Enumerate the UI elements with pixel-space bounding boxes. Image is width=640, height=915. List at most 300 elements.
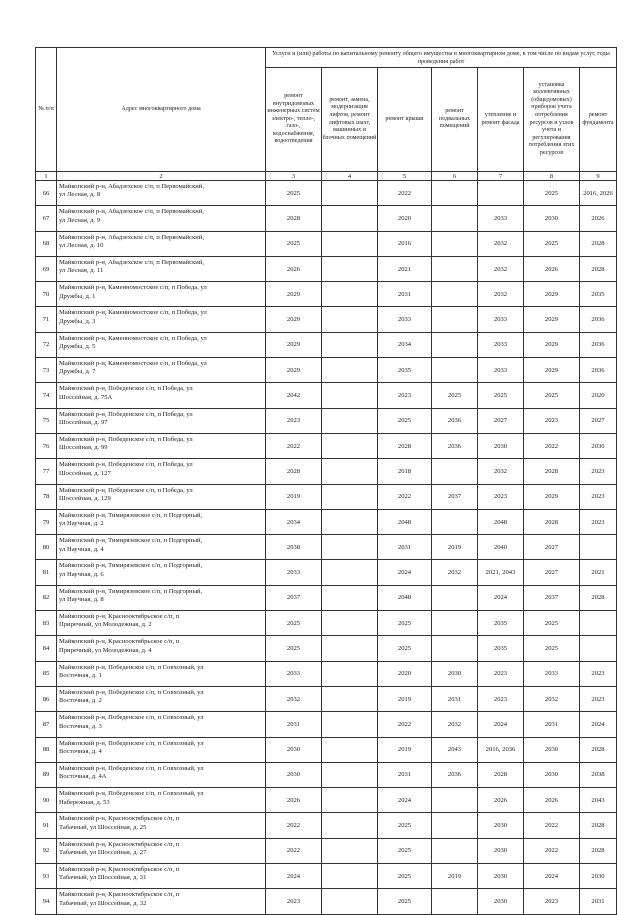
table-row — [36, 788, 617, 813]
address-cell — [57, 762, 266, 787]
row-number: 73 — [36, 358, 57, 383]
address-line: Майкопский р-н, Каменномостское с/п, п Победа, ул — [59, 360, 207, 368]
row-number: 66 — [36, 181, 57, 206]
col-header-number: № п/п — [36, 48, 57, 172]
year-cell: 2029 — [266, 282, 322, 307]
table-row — [36, 737, 617, 762]
row-number: 86 — [36, 686, 57, 711]
address-line: Майкопский р-н, Абадзехское с/п, п Первомайский, — [59, 208, 205, 216]
col-header-basement: ремонт подвальных помещений — [432, 68, 478, 172]
year-cell — [432, 181, 478, 206]
year-cell: 2023 — [478, 484, 524, 509]
year-cell: 2025 — [266, 181, 322, 206]
address-line: Майкопский р-н, Краснооктябрьское с/п, п — [59, 613, 180, 621]
row-number: 67 — [36, 206, 57, 231]
year-cell — [432, 813, 478, 838]
address-line: Восточная, д. 2 — [59, 697, 102, 705]
address-cell — [57, 282, 266, 307]
year-cell: 2022 — [524, 813, 580, 838]
year-cell — [322, 383, 378, 408]
year-cell — [322, 206, 378, 231]
address-cell — [57, 535, 266, 560]
year-cell: 2024 — [378, 560, 432, 585]
year-cell: 2025 — [478, 383, 524, 408]
address-line: Шоссейная, д. 75А — [59, 393, 113, 401]
row-number: 76 — [36, 433, 57, 458]
year-cell: 2033 — [266, 560, 322, 585]
year-cell: 2036 — [580, 358, 617, 383]
year-cell — [322, 332, 378, 357]
row-number: 74 — [36, 383, 57, 408]
row-number: 77 — [36, 459, 57, 484]
row-number: 89 — [36, 762, 57, 787]
address-cell — [57, 864, 266, 889]
address-cell — [57, 231, 266, 256]
address-line: Майкопский р-н, Победенское с/п, п Победа, ул — [59, 461, 193, 469]
year-cell: 2025 — [266, 636, 322, 661]
address-line: Набережная, д. 53 — [59, 798, 110, 806]
row-number: 81 — [36, 560, 57, 585]
address-cell — [57, 181, 266, 206]
year-cell: 2029 — [266, 307, 322, 332]
year-cell: 2030 — [478, 813, 524, 838]
address-line: Майкопский р-н, Краснооктябрьское с/п, п — [59, 638, 180, 646]
year-cell — [432, 332, 478, 357]
year-cell: 2028 — [580, 231, 617, 256]
year-cell: 2023 — [580, 661, 617, 686]
row-number: 75 — [36, 408, 57, 433]
year-cell — [322, 181, 378, 206]
row-number: 70 — [36, 282, 57, 307]
table-header — [36, 48, 617, 181]
address-cell — [57, 206, 266, 231]
year-cell: 2018 — [378, 459, 432, 484]
year-cell — [322, 788, 378, 813]
year-cell: 2029 — [524, 484, 580, 509]
address-line: Майкопский р-н, Каменномостское с/п, п Победа, ул — [59, 284, 207, 292]
address-cell — [57, 661, 266, 686]
year-cell: 2025 — [524, 611, 580, 636]
address-cell — [57, 889, 266, 914]
year-cell: 2030 — [524, 762, 580, 787]
row-number: 72 — [36, 332, 57, 357]
table-body — [36, 181, 617, 915]
year-cell — [322, 535, 378, 560]
address-line: Восточная, д. 4А — [59, 773, 107, 781]
address-line: Майкопский р-н, Каменномостское с/п, п Победа, ул — [59, 334, 207, 342]
year-cell: 2022 — [266, 838, 322, 863]
year-cell: 2028 — [580, 737, 617, 762]
year-cell: 2023 — [580, 484, 617, 509]
address-cell — [57, 838, 266, 863]
year-cell: 2025 — [524, 636, 580, 661]
year-cell: 2022 — [266, 813, 322, 838]
year-cell: 2026 — [580, 206, 617, 231]
year-cell: 2033 — [478, 358, 524, 383]
col-header-elevators: ремонт, замена, модернизация лифтов, ремонт лифтовых шахт, машинных и блочных помещений — [322, 68, 378, 172]
year-cell — [478, 181, 524, 206]
year-cell: 2030 — [478, 864, 524, 889]
year-cell: 2030 — [478, 433, 524, 458]
year-cell: 2027 — [580, 408, 617, 433]
year-cell: 2028 — [580, 838, 617, 863]
address-cell — [57, 611, 266, 636]
address-line: Майкопский р-н, Абадзехское с/п, п Первомайский, — [59, 233, 205, 241]
year-cell: 2021 — [580, 560, 617, 585]
year-cell: 2019 — [378, 686, 432, 711]
year-cell: 2035 — [478, 636, 524, 661]
year-cell: 2036 — [432, 433, 478, 458]
year-cell: 2038 — [580, 762, 617, 787]
year-cell — [322, 509, 378, 534]
year-cell: 2030 — [478, 838, 524, 863]
year-cell: 2019 — [266, 484, 322, 509]
year-cell — [322, 256, 378, 281]
year-cell — [322, 636, 378, 661]
year-cell: 2025 — [266, 231, 322, 256]
year-cell: 2028 — [580, 813, 617, 838]
address-line: Приречный, ул Молодежная, д. 4 — [59, 646, 152, 654]
row-number: 68 — [36, 231, 57, 256]
address-line: Майкопский р-н, Победенское с/п, п Совхозный, ул — [59, 764, 204, 772]
row-number: 78 — [36, 484, 57, 509]
year-cell: 2026 — [524, 256, 580, 281]
year-cell: 2031 — [378, 762, 432, 787]
table-row — [36, 433, 617, 458]
year-cell — [322, 686, 378, 711]
year-cell: 2024 — [478, 585, 524, 610]
year-cell: 2034 — [378, 332, 432, 357]
column-number: 4 — [322, 172, 378, 181]
table-row — [36, 889, 617, 914]
row-number: 93 — [36, 864, 57, 889]
table-row — [36, 636, 617, 661]
year-cell — [322, 864, 378, 889]
year-cell: 2023 — [580, 686, 617, 711]
col-header-engineering-systems: ремонт внутридомовых инженерных систем электро-, тепло-, газо-, водоснабжения, водоотведения — [266, 68, 322, 172]
col-header-roof: ремонт крыши — [378, 68, 432, 172]
year-cell: 2022 — [378, 181, 432, 206]
year-cell: 2029 — [524, 282, 580, 307]
year-cell: 2031 — [524, 712, 580, 737]
address-cell — [57, 813, 266, 838]
col-header-meters: установка коллективных (общедомовых) приборов учета потребления ресурсов и узлов учета и регулирования потребления этих ресурсов — [524, 68, 580, 172]
year-cell: 2025 — [378, 864, 432, 889]
year-cell: 2026 — [266, 788, 322, 813]
year-cell: 2032 — [478, 256, 524, 281]
address-line: Майкопский р-н, Краснооктябрьское с/п, п — [59, 866, 180, 874]
address-line: Шоссейная, д. 97 — [59, 419, 108, 427]
row-number: 83 — [36, 611, 57, 636]
address-line: Майкопский р-н, Краснооктябрьское с/п, п — [59, 891, 180, 899]
year-cell: 2030 — [580, 433, 617, 458]
column-number: 7 — [478, 172, 524, 181]
year-cell: 2030 — [524, 206, 580, 231]
year-cell: 2027 — [524, 560, 580, 585]
row-number: 71 — [36, 307, 57, 332]
year-cell: 2029 — [524, 307, 580, 332]
table-row — [36, 686, 617, 711]
year-cell: 2034 — [266, 509, 322, 534]
address-line: Майкопский р-н, Победенское с/п, п Совхозный, ул — [59, 790, 204, 798]
year-cell: 2032 — [478, 282, 524, 307]
year-cell: 2025 — [378, 611, 432, 636]
year-cell: 2016, 2036 — [478, 737, 524, 762]
year-cell: 2037 — [524, 585, 580, 610]
year-cell — [432, 636, 478, 661]
year-cell: 2033 — [478, 332, 524, 357]
address-line: Табачный, ул Шоссейная, д. 25 — [59, 823, 147, 831]
year-cell: 2022 — [266, 433, 322, 458]
address-line: Майкопский р-н, Победенское с/п, п Победа, ул — [59, 410, 193, 418]
address-line: Майкопский р-н, Тимирязевское с/п, п Подгорный, — [59, 587, 203, 595]
year-cell — [322, 282, 378, 307]
year-cell — [432, 231, 478, 256]
address-line: Восточная, д. 1 — [59, 672, 102, 680]
row-number: 80 — [36, 535, 57, 560]
address-line: Майкопский р-н, Краснооктябрьское с/п, п — [59, 840, 180, 848]
year-cell: 2048 — [378, 585, 432, 610]
year-cell: 2016, 2026 — [580, 181, 617, 206]
year-cell: 2025 — [524, 383, 580, 408]
year-cell: 2028 — [378, 433, 432, 458]
address-cell — [57, 459, 266, 484]
row-number: 92 — [36, 838, 57, 863]
year-cell — [322, 838, 378, 863]
repair-schedule-table — [35, 47, 617, 915]
year-cell: 2016 — [378, 231, 432, 256]
year-cell: 2037 — [432, 484, 478, 509]
year-cell: 2030 — [580, 864, 617, 889]
year-cell: 2030 — [524, 737, 580, 762]
year-cell: 2020 — [580, 383, 617, 408]
table-row — [36, 560, 617, 585]
year-cell: 2028 — [266, 206, 322, 231]
table-row — [36, 408, 617, 433]
column-number-row — [36, 172, 617, 181]
year-cell: 2026 — [478, 788, 524, 813]
address-line: Майкопский р-н, Победенское с/п, п Победа, ул — [59, 385, 193, 393]
address-line: Приречный, ул Молодежная, д. 2 — [59, 621, 152, 629]
year-cell — [322, 661, 378, 686]
year-cell — [432, 509, 478, 534]
address-cell — [57, 383, 266, 408]
year-cell: 2033 — [266, 661, 322, 686]
col-header-group: Услуги и (или) работы по капитальному ремонту общего имущества в многоквартирном доме, в том числе по видам услуг, годы проведения работ — [266, 48, 617, 68]
year-cell: 2020 — [378, 661, 432, 686]
year-cell: 2024 — [266, 864, 322, 889]
year-cell — [432, 206, 478, 231]
year-cell — [322, 611, 378, 636]
table-row — [36, 864, 617, 889]
address-line: Шоссейная, д. 99 — [59, 444, 108, 452]
year-cell: 2023 — [266, 889, 322, 914]
year-cell: 2023 — [580, 509, 617, 534]
address-cell — [57, 484, 266, 509]
year-cell: 2023 — [524, 889, 580, 914]
address-cell — [57, 636, 266, 661]
year-cell: 2023 — [478, 661, 524, 686]
column-number: 2 — [57, 172, 266, 181]
year-cell — [322, 459, 378, 484]
year-cell — [322, 585, 378, 610]
column-number: 6 — [432, 172, 478, 181]
table-row — [36, 282, 617, 307]
year-cell — [580, 636, 617, 661]
table-row — [36, 838, 617, 863]
table-row — [36, 206, 617, 231]
year-cell — [432, 256, 478, 281]
row-number: 88 — [36, 737, 57, 762]
year-cell — [432, 307, 478, 332]
address-cell — [57, 332, 266, 357]
year-cell: 2021, 2043 — [478, 560, 524, 585]
year-cell: 2023 — [478, 686, 524, 711]
year-cell: 2028 — [580, 585, 617, 610]
year-cell — [322, 560, 378, 585]
address-line: Майкопский р-н, Победенское с/п, п Совхозный, ул — [59, 663, 204, 671]
year-cell — [432, 611, 478, 636]
row-number: 87 — [36, 712, 57, 737]
address-line: ул Лесная, д. 9 — [59, 216, 101, 224]
year-cell: 2022 — [378, 712, 432, 737]
row-number: 79 — [36, 509, 57, 534]
year-cell: 2022 — [378, 484, 432, 509]
row-number: 82 — [36, 585, 57, 610]
year-cell: 2035 — [478, 611, 524, 636]
table-row — [36, 358, 617, 383]
year-cell — [322, 231, 378, 256]
year-cell: 2048 — [478, 509, 524, 534]
year-cell: 2030 — [432, 661, 478, 686]
address-line: ул Лесная, д. 8 — [59, 191, 101, 199]
address-line: Майкопский р-н, Тимирязевское с/п, п Подгорный, — [59, 562, 203, 570]
column-number: 3 — [266, 172, 322, 181]
year-cell: 2029 — [524, 358, 580, 383]
year-cell: 2019 — [432, 864, 478, 889]
address-line: Майкопский р-н, Победенское с/п, п Совхозный, ул — [59, 688, 204, 696]
year-cell: 2020 — [378, 206, 432, 231]
year-cell — [580, 535, 617, 560]
table-row — [36, 813, 617, 838]
year-cell: 2032 — [432, 712, 478, 737]
year-cell: 2029 — [266, 332, 322, 357]
table-row — [36, 762, 617, 787]
address-cell — [57, 788, 266, 813]
address-line: Майкопский р-н, Краснооктябрьское с/п, п — [59, 815, 180, 823]
address-line: Дружбы, д. 7 — [59, 368, 96, 376]
year-cell: 2032 — [266, 686, 322, 711]
col-header-address: Адрес многоквартирного дома — [57, 48, 266, 172]
table-row — [36, 509, 617, 534]
address-line: Дружбы, д. 3 — [59, 317, 96, 325]
year-cell: 2038 — [266, 535, 322, 560]
year-cell: 2028 — [524, 459, 580, 484]
address-line: Майкопский р-н, Победенское с/п, п Совхозный, ул — [59, 714, 204, 722]
year-cell — [322, 762, 378, 787]
year-cell: 2022 — [524, 838, 580, 863]
year-cell: 2030 — [266, 762, 322, 787]
year-cell: 2025 — [378, 889, 432, 914]
table-row — [36, 585, 617, 610]
address-line: Майкопский р-н, Тимирязевское с/п, п Подгорный, — [59, 511, 203, 519]
year-cell — [322, 889, 378, 914]
row-number: 91 — [36, 813, 57, 838]
address-line: ул Научная, д. 4 — [59, 545, 104, 553]
address-cell — [57, 712, 266, 737]
year-cell: 2027 — [478, 408, 524, 433]
column-number: 9 — [580, 172, 617, 181]
column-number: 8 — [524, 172, 580, 181]
address-line: Табачный, ул Шоссейная, д. 32 — [59, 899, 147, 907]
year-cell — [322, 484, 378, 509]
year-cell — [432, 889, 478, 914]
year-cell: 2025 — [378, 636, 432, 661]
year-cell: 2032 — [524, 686, 580, 711]
year-cell: 2022 — [524, 433, 580, 458]
row-number: 90 — [36, 788, 57, 813]
row-number: 85 — [36, 661, 57, 686]
address-line: Дружбы, д. 5 — [59, 343, 96, 351]
address-cell — [57, 686, 266, 711]
year-cell: 2040 — [478, 535, 524, 560]
year-cell: 2023 — [580, 459, 617, 484]
address-line: Восточная, д. 3 — [59, 722, 102, 730]
table-row — [36, 535, 617, 560]
year-cell — [432, 585, 478, 610]
year-cell: 2023 — [266, 408, 322, 433]
address-line: Майкопский р-н, Абадзехское с/п, п Первомайский, — [59, 258, 205, 266]
address-line: Восточная, д. 4 — [59, 747, 102, 755]
year-cell: 2024 — [478, 712, 524, 737]
year-cell: 2032 — [432, 560, 478, 585]
year-cell: 2036 — [580, 332, 617, 357]
year-cell: 2025 — [266, 611, 322, 636]
table-row — [36, 611, 617, 636]
address-line: Табачный, ул Шоссейная, д. 31 — [59, 874, 147, 882]
column-number: 1 — [36, 172, 57, 181]
year-cell: 2032 — [478, 231, 524, 256]
year-cell: 2028 — [580, 256, 617, 281]
year-cell: 2025 — [524, 181, 580, 206]
year-cell: 2025 — [378, 838, 432, 863]
year-cell: 2030 — [478, 889, 524, 914]
address-cell — [57, 585, 266, 610]
table-row — [36, 256, 617, 281]
col-header-facade: утепление и ремонт фасада — [478, 68, 524, 172]
year-cell: 2031 — [378, 282, 432, 307]
address-cell — [57, 560, 266, 585]
year-cell: 2033 — [478, 307, 524, 332]
year-cell — [322, 737, 378, 762]
year-cell: 2025 — [432, 383, 478, 408]
year-cell: 2021 — [378, 256, 432, 281]
address-cell — [57, 737, 266, 762]
address-cell — [57, 408, 266, 433]
table-row — [36, 484, 617, 509]
year-cell: 2042 — [266, 383, 322, 408]
year-cell: 2029 — [524, 332, 580, 357]
address-cell — [57, 358, 266, 383]
address-line: Майкопский р-н, Абадзехское с/п, п Первомайский, — [59, 183, 205, 190]
year-cell: 2031 — [580, 889, 617, 914]
year-cell: 2030 — [266, 737, 322, 762]
address-line: Дружбы, д. 1 — [59, 292, 96, 300]
address-line: ул Лесная, д. 10 — [59, 242, 104, 249]
address-line: Майкопский р-н, Победенское с/п, п Победа, ул — [59, 435, 193, 443]
address-line: Майкопский р-н, Каменномостское с/п, п Победа, ул — [59, 309, 207, 317]
address-cell — [57, 256, 266, 281]
